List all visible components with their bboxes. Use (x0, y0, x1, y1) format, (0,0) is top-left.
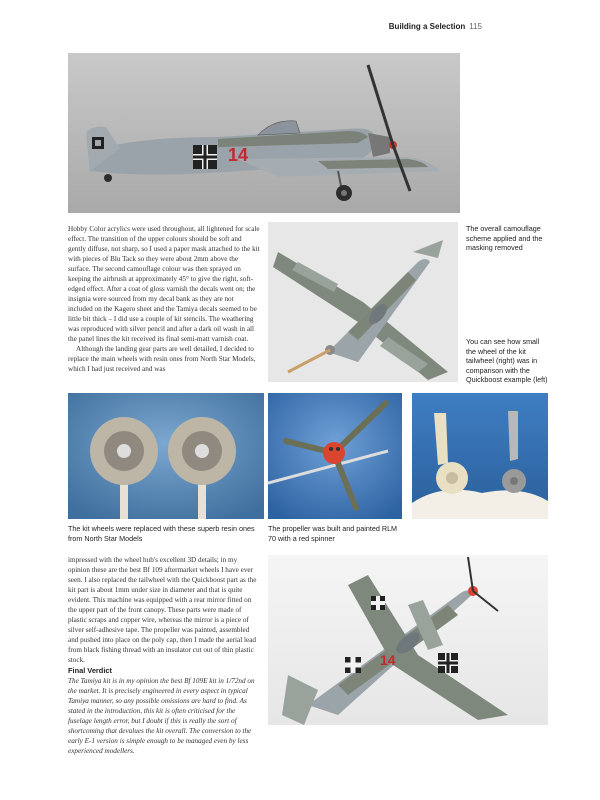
paragraph: impressed with the wheel hub's excellent 3D details; in my opinion these are the best Bf 109 aftermarket wheels I have ever seen. I also replaced the tailwheel with the Quickboost part as the kit part is about 1mm under size in diameter and that is quite evident. This machine was equipped with a rear mirror fitted on the upper part of the front canopy. These parts were made of plastic scraps and copper wire, whereas the mirror is a piece of silver self-adhesive tape. The propeller was painted, assembled and pushed into place on the poly cap, then I made the aerial lead from black fishing thread with an insulator cut out of thin plastic stock. (68, 556, 257, 664)
caption-tailwheel: You can see how small the wheel of the kit tailwheel (right) was in comparison with the Quickboost example (left) (466, 337, 548, 384)
paragraph: Hobby Color acrylics were used throughout, all lightened for scale effect. The transition of the upper colours should be soft and gently diffuse, not sharp, so I used a paper mask attached to the kit with pieces of Blu Tack so they were about 2mm above the surface. The second camouflage colour was then sprayed on keeping the airbrush at approximately 45° to give the right, soft-edged effect. After a coat of gloss varnish the decals went on; the insignia were sourced from my decal bank as they are not included on the Kagero sheet and the Tamiya decals seemed to be little bit thick – I did use a couple of kit stencils. The weathering was reproduced with silver pencil and after a dark oil wash in all the panel lines the kit received its final semi-matt varnish coat. (68, 225, 260, 343)
final-verdict-heading: Final Verdict (68, 666, 112, 675)
caption-camouflage: The overall camouflage scheme applied and the masking removed (466, 224, 543, 252)
photo-finished-model (268, 555, 548, 725)
fuselage-number: 14 (228, 145, 249, 165)
fuselage-number-top: 14 (380, 652, 396, 668)
page-header (389, 22, 482, 31)
photo-top-side-view (68, 53, 460, 213)
photo-propeller (268, 393, 402, 519)
photo-tailwheel-comparison (412, 393, 548, 519)
article-body-upper (68, 224, 260, 374)
photo-camouflage-top-view (268, 222, 458, 382)
section-title: Building a Selection (388, 22, 466, 31)
paragraph: Although the landing gear parts are well detailed, I decided to replace the main wheels with resin ones from North Star Models, which I had just received and was (68, 345, 256, 373)
caption-propeller: The propeller was built and painted RLM 70 with a red spinner (268, 524, 398, 543)
caption-wheels: The kit wheels were replaced with these superb resin ones from North Star Models (68, 524, 255, 543)
article-body-lower (68, 555, 260, 756)
page-number: 115 (469, 22, 482, 31)
photo-resin-wheels (68, 393, 264, 519)
final-verdict-text: The Tamiya kit is in my opinion the best Bf 109E kit in 1/72nd on the market. It is precisely engineered in every aspect in typical Tamiya manner, so any possible omissions are hard to find. As stated in the introduction, this kit is often criticised for the fuselage length error, but I doubt if this is really the sort of shortcoming that devalues the kit overall. The conversion to the early E-1 version is simple enough to be managed even by less experienced modellers. (68, 677, 255, 755)
